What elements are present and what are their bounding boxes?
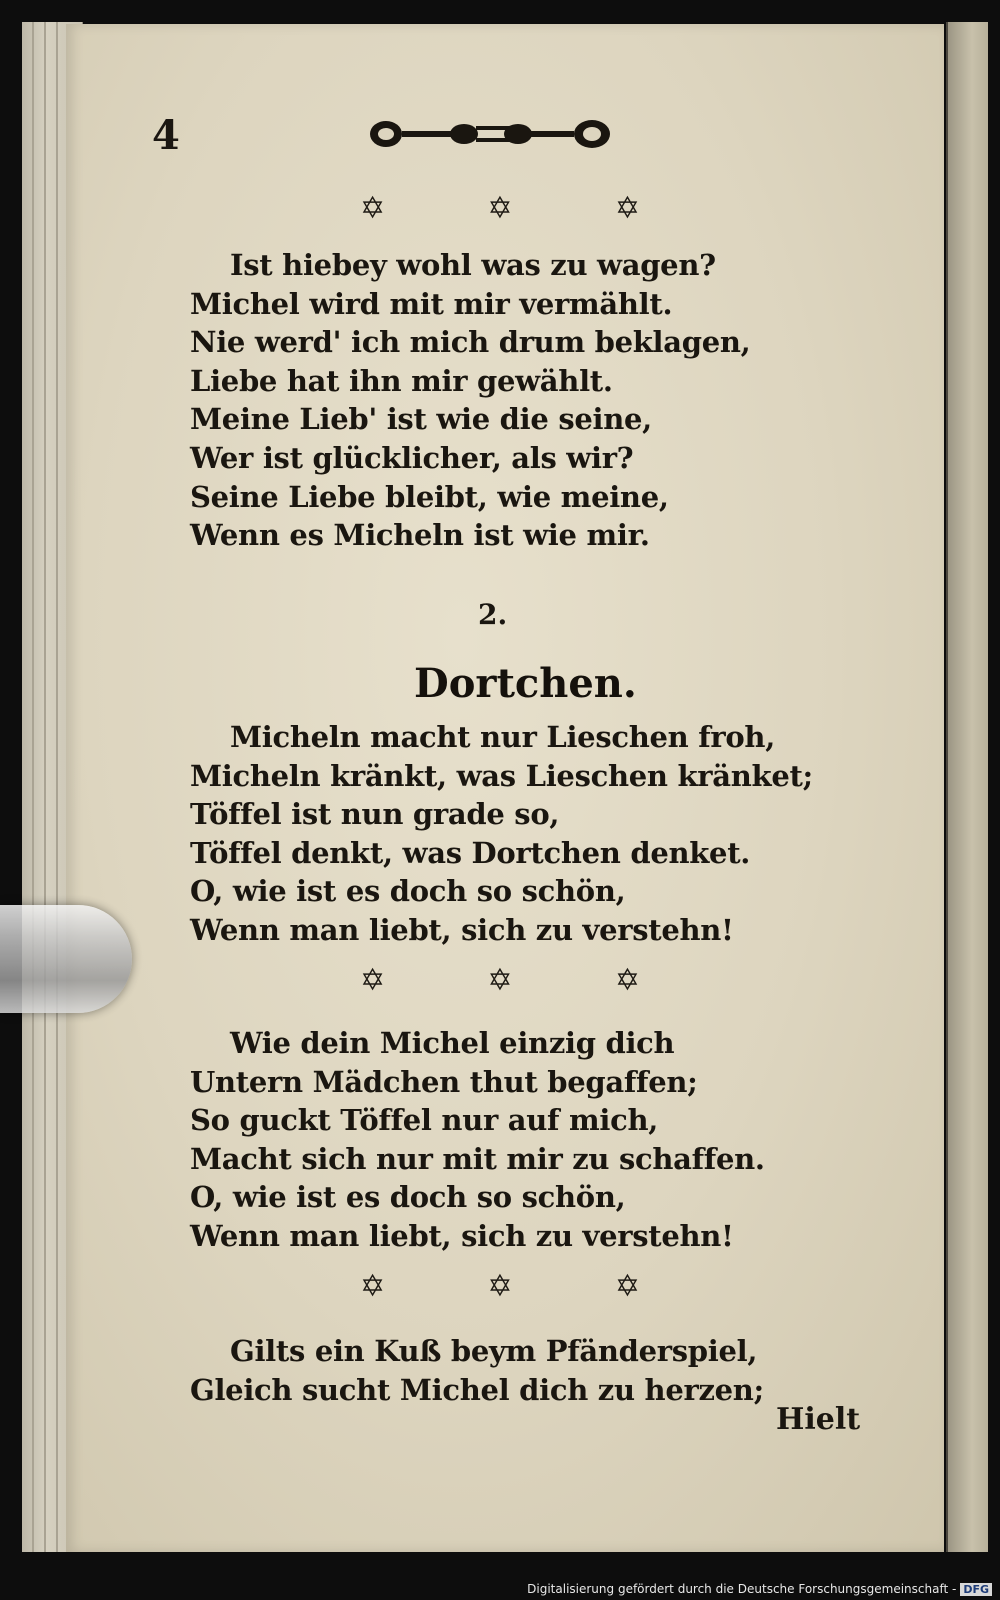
stanza-1 [190, 246, 750, 555]
verse-line: Liebe hat ihn mir gewählt. [190, 363, 613, 398]
star-divider-top [360, 191, 640, 226]
verse-line: Wie dein Michel einzig dich [230, 1026, 675, 1060]
section-number: 2. [478, 598, 508, 631]
section-title: Dortchen. [414, 660, 637, 707]
verse-line: So guckt Töffel nur auf mich, [190, 1103, 659, 1138]
verse-line: Wenn man liebt, sich zu verstehn! [190, 912, 734, 947]
ornament-headpiece-icon [368, 112, 612, 156]
verse-line: O, wie ist es doch so schön, [190, 1180, 626, 1215]
verse-line: Micheln macht nur Lieschen froh, [230, 720, 775, 754]
star-icon: ✡ [360, 963, 386, 998]
footer-text: Digitalisierung gefördert durch die Deutsche Forschungsgemeinschaft - [527, 1582, 957, 1596]
verse-line: Macht sich nur mit mir zu schaffen. [190, 1141, 765, 1176]
dfg-logo-icon: DFG [960, 1583, 992, 1596]
verse-line: Wenn es Micheln ist wie mir. [190, 518, 650, 553]
stanza-3 [190, 1024, 765, 1256]
verse-line: Gleich sucht Michel dich zu herzen; [190, 1372, 764, 1407]
star-icon: ✡ [487, 191, 513, 226]
verse-line: Wenn man liebt, sich zu verstehn! [190, 1218, 734, 1253]
verse-line: Gilts ein Kuß beym Pfänderspiel, [230, 1334, 758, 1368]
star-icon: ✡ [614, 963, 640, 998]
star-icon: ✡ [614, 191, 640, 226]
verse-line: Meine Lieb' ist wie die seine, [190, 402, 652, 437]
verse-line: Ist hiebey wohl was zu wagen? [230, 248, 716, 282]
stanza-4 [190, 1332, 764, 1409]
star-icon: ✡ [360, 191, 386, 226]
footer-credit [527, 1582, 992, 1596]
star-icon: ✡ [360, 1269, 386, 1304]
star-icon: ✡ [487, 963, 513, 998]
star-icon: ✡ [487, 1269, 513, 1304]
verse-line: Untern Mädchen thut begaffen; [190, 1064, 698, 1099]
page-clamp [0, 905, 132, 1013]
star-icon: ✡ [614, 1269, 640, 1304]
verse-line: Micheln kränkt, was Lieschen kränket; [190, 758, 813, 793]
verse-line: Michel wird mit mir vermählt. [190, 286, 673, 321]
verse-line: Töffel ist nun grade so, [190, 797, 560, 832]
verse-line: Wer ist glücklicher, als wir? [190, 440, 634, 475]
verse-line: Seine Liebe bleibt, wie meine, [190, 479, 669, 514]
star-divider-middle [360, 963, 640, 998]
catchword: Hielt [776, 1402, 861, 1437]
page-number: 4 [152, 112, 180, 159]
verse-line: Töffel denkt, was Dortchen denket. [190, 835, 751, 870]
stanza-2 [190, 718, 813, 950]
star-divider-bottom [360, 1269, 640, 1304]
verse-line: Nie werd' ich mich drum beklagen, [190, 325, 751, 360]
verse-line: O, wie ist es doch so schön, [190, 874, 626, 909]
next-page-edge [946, 22, 988, 1552]
